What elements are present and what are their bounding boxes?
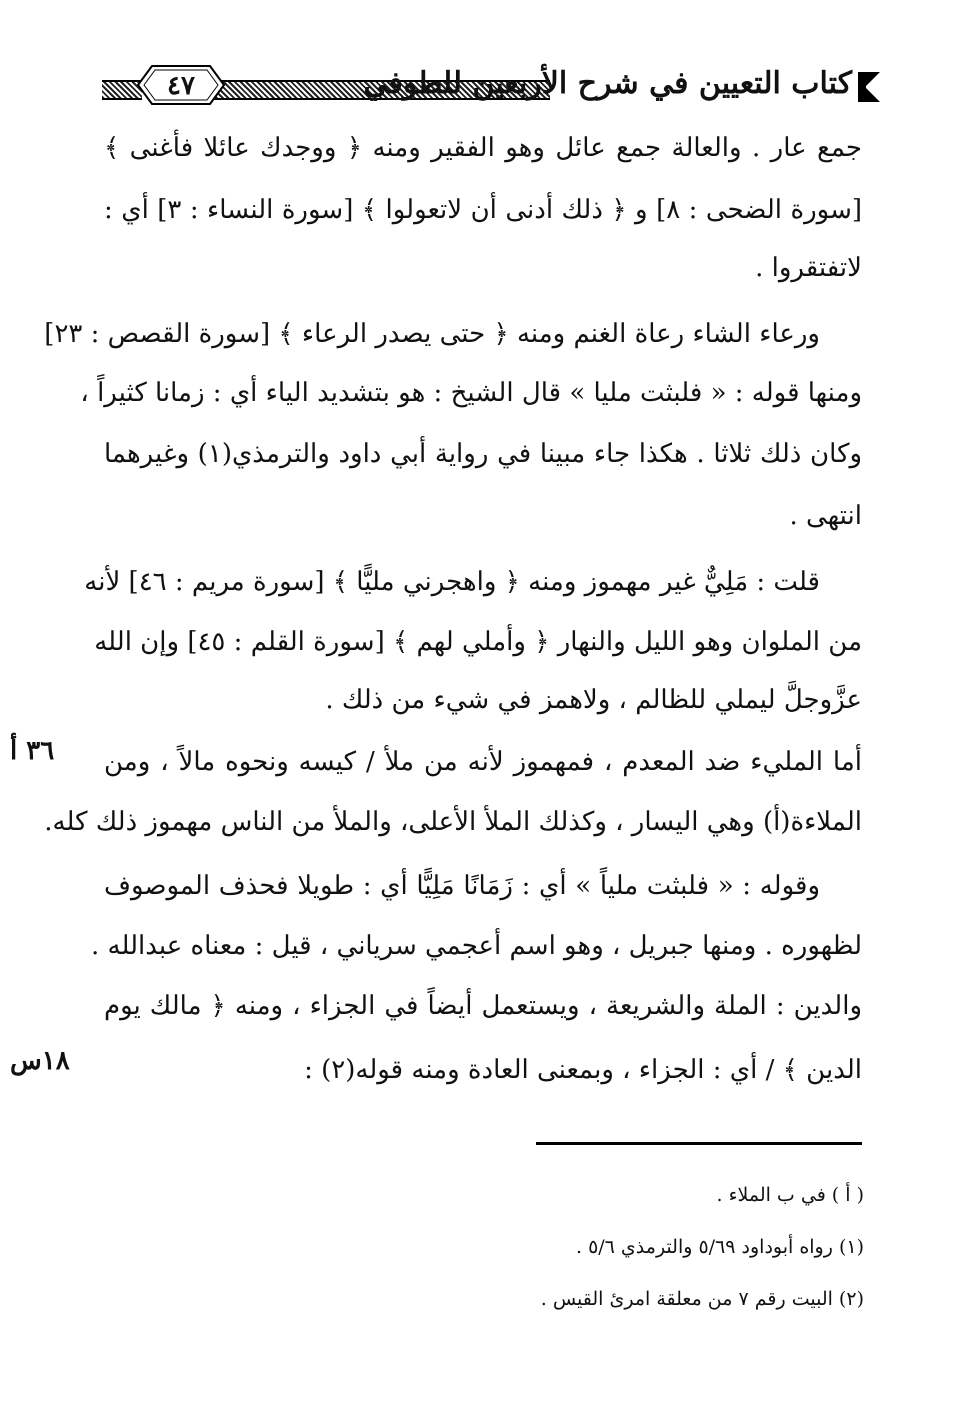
footnote: (٢) البيت رقم ٧ من معلقة امرئ القيس . xyxy=(540,1288,864,1310)
body-line: ومنها قوله : « فلبثت مليا » قال الشيخ : هو بتشديد الياء أي : زمانا كثيراً ، xyxy=(80,378,862,408)
body-line: عزَّوجلَّ ليملي للظالم ، ولاهمز في شيء من ذلك . xyxy=(325,685,862,715)
body-line: قلت : مَلِيٌّ غير مهموز ومنه ﴿ واهجرني مليًّا ﴾ [سورة مريم : ٤٦] لأنه xyxy=(84,567,820,597)
footnote: (١) رواه أبوداود ٥/٦٩ والترمذي ٥/٦ . xyxy=(575,1236,864,1258)
body-line: [سورة الضحى : ٨] و ﴿ ذلك أدنى أن لاتعولوا ﴾ [سورة النساء : ٣] أي : xyxy=(104,195,862,225)
page-number-frame xyxy=(136,63,226,107)
margin-manuscript-ref: ١٨س xyxy=(10,1046,70,1076)
body-line: من الملوان وهو الليل والنهار ﴿ وأملي لهم ﴾ [سورة القلم : ٤٥] وإن الله xyxy=(94,627,862,657)
body-line: وكان ذلك ثلاثا . هكذا جاء مبينا في رواية أبي داود والترمذي(١) وغيرهما xyxy=(104,439,862,469)
page-number: ٤٧ xyxy=(167,71,195,101)
book-title: كتاب التعيين في شرح الأربعين للطوفي xyxy=(363,66,852,101)
body-line: أما المليء ضد المعدم ، فمهموز لأنه من ملأ / كيسه ونحوه مالاً ، ومن xyxy=(104,747,862,777)
body-line: وقوله : « فلبثت ملياً » أي : زَمَانًا مَلِيًّا أي : طويلا فحذف الموصوف xyxy=(104,871,820,901)
body-line: الملاءة(أ) وهي اليسار ، وكذلك الملأ الأعلى، والملأ من الناس مهموز ذلك كله. xyxy=(44,807,862,837)
margin-manuscript-ref: ٣٦ أ xyxy=(10,736,55,766)
header-bracket-icon xyxy=(858,72,880,102)
footnote-separator xyxy=(536,1142,862,1145)
body-line: جمع عار . والعالة جمع عائل وهو الفقير ومنه ﴿ ووجدك عائلا فأغنى ﴾ xyxy=(104,133,862,163)
body-line: لظهوره . ومنها جبريل ، وهو اسم أعجمي سرياني ، قيل : معناه عبدالله . xyxy=(91,931,862,961)
footnote: ( أ ) في ب الملاء . xyxy=(716,1184,864,1206)
body-line: لاتفتقروا . xyxy=(755,253,862,283)
body-line: ورعاء الشاء رعاة الغنم ومنه ﴿ حتى يصدر الرعاء ﴾ [سورة القصص : ٢٣] xyxy=(44,319,820,349)
body-line: الدين ﴾ / أي : الجزاء ، وبمعنى العادة ومنه قوله(٢) : xyxy=(304,1055,862,1085)
body-line: انتهى . xyxy=(789,501,862,531)
page-header xyxy=(100,58,880,114)
body-line: والدين : الملة والشريعة ، ويستعمل أيضاً في الجزاء ، ومنه ﴿ مالك يوم xyxy=(104,991,862,1021)
